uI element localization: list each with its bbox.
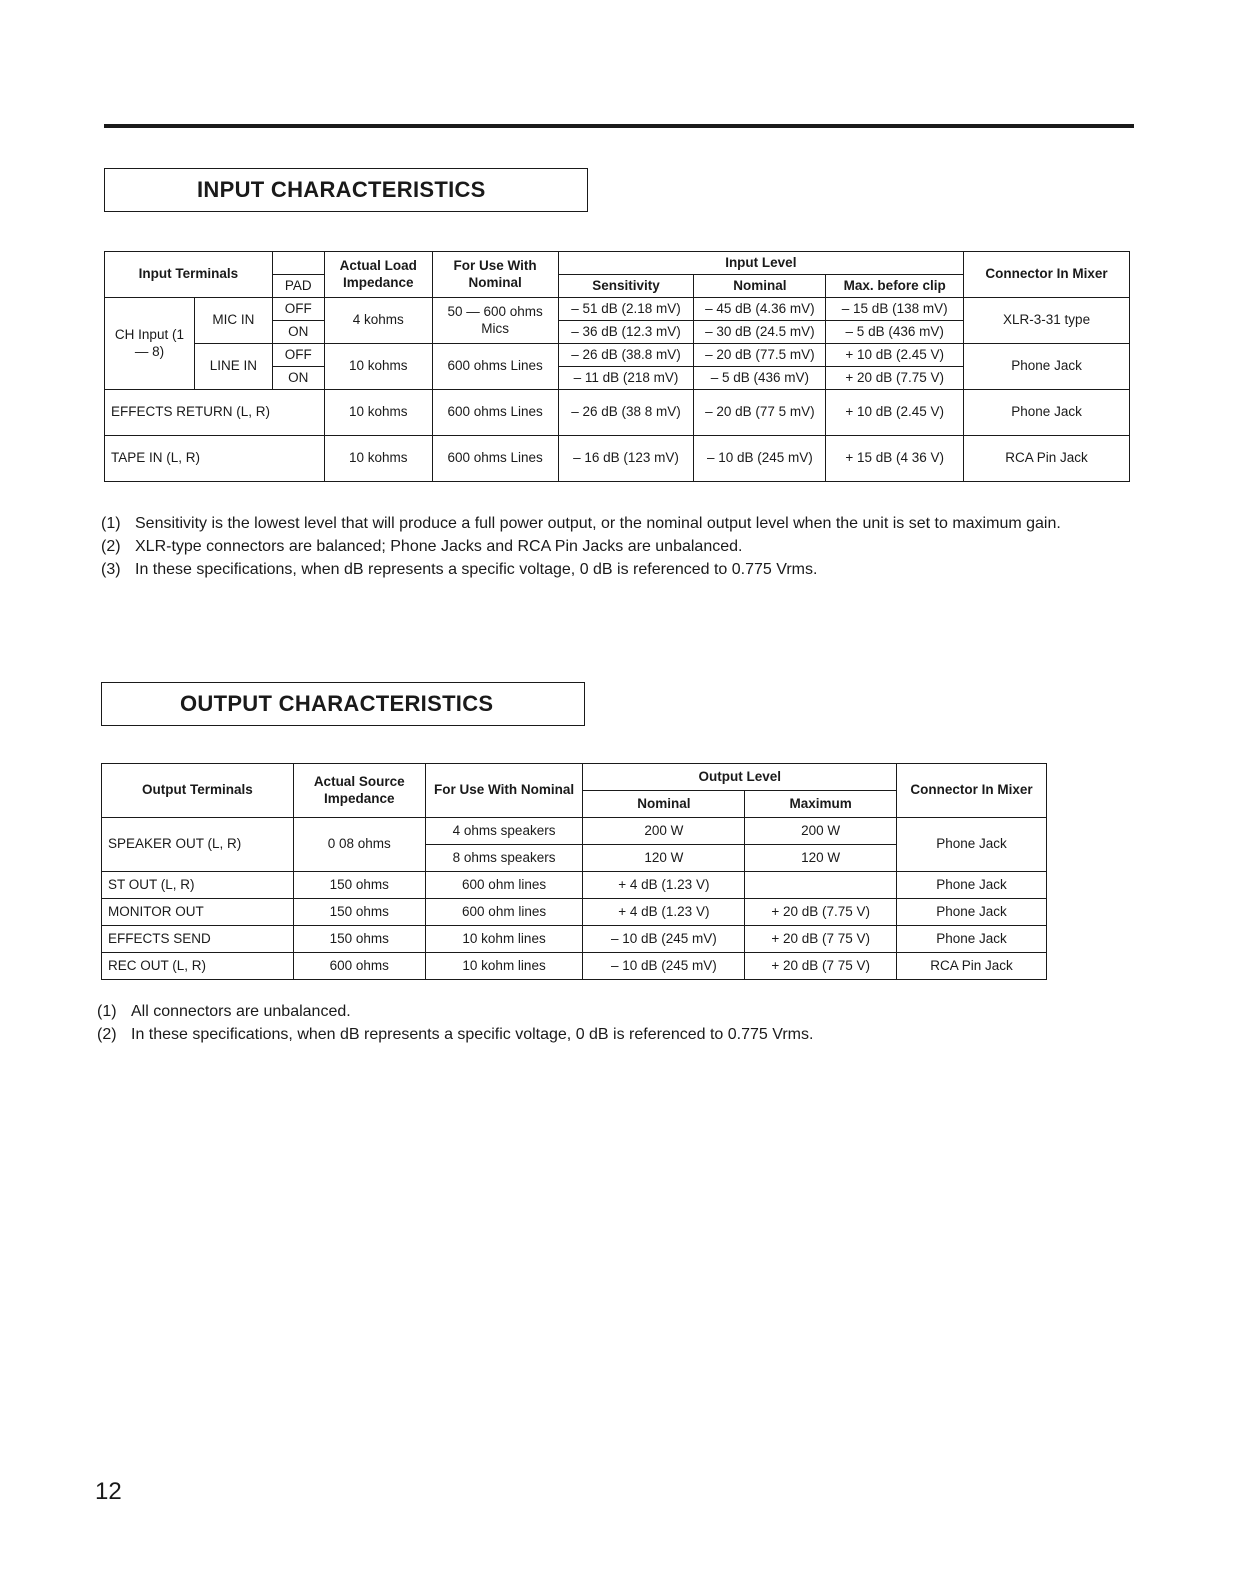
nominal-value: 120 W [583, 845, 745, 872]
nominal-value: – 10 dB (245 mV) [694, 436, 826, 482]
header-connector-in-mixer: Connector In Mixer [964, 252, 1130, 298]
pad-value: ON [272, 367, 324, 390]
max-value: + 20 dB (7 75 V) [745, 926, 897, 953]
for-use-value: 10 kohm lines [425, 926, 583, 953]
for-use-value: 4 ohms speakers [425, 818, 583, 845]
sensitivity-value: – 51 dB (2.18 mV) [558, 298, 694, 321]
note-item [97, 1023, 1132, 1046]
header-for-use-with-nominal: For Use With Nominal [432, 252, 558, 298]
for-use-value: 8 ohms speakers [425, 845, 583, 872]
note-item [101, 558, 1136, 581]
max-value: + 15 dB (4 36 V) [826, 436, 964, 482]
for-use-value: 600 ohms Lines [432, 344, 558, 390]
note-number: (2) [97, 1026, 117, 1043]
header-for-use-with-nominal: For Use With Nominal [425, 764, 583, 818]
nominal-value: – 5 dB (436 mV) [694, 367, 826, 390]
for-use-value: 600 ohm lines [425, 899, 583, 926]
nominal-value: + 4 dB (1.23 V) [583, 872, 745, 899]
note-text: In these specifications, when dB represents a specific voltage, 0 dB is referenced to 0.775 Vrms. [131, 1026, 814, 1043]
input-characteristics-title: INPUT CHARACTERISTICS [197, 177, 486, 202]
header-connector-in-mixer: Connector In Mixer [897, 764, 1047, 818]
header-pad-spacer [272, 252, 324, 275]
header-nominal: Nominal [694, 275, 826, 298]
nominal-value: – 10 dB (245 mV) [583, 926, 745, 953]
for-use-value: 600 ohms Lines [432, 390, 558, 436]
line-in-label: LINE IN [194, 344, 272, 390]
pad-value: OFF [272, 344, 324, 367]
header-maximum: Maximum [745, 791, 897, 818]
header-actual-load-impedance: Actual Load Impedance [324, 252, 432, 298]
sensitivity-value: – 26 dB (38 8 mV) [558, 390, 694, 436]
sensitivity-value: – 36 dB (12.3 mV) [558, 321, 694, 344]
for-use-value: 600 ohm lines [425, 872, 583, 899]
nominal-value: – 45 dB (4.36 mV) [694, 298, 826, 321]
effects-send-label: EFFECTS SEND [102, 926, 294, 953]
output-characteristics-title: OUTPUT CHARACTERISTICS [180, 691, 494, 716]
connector-value: Phone Jack [964, 344, 1130, 390]
table-row [105, 344, 1130, 367]
note-item [97, 1000, 1132, 1023]
header-input-level: Input Level [558, 252, 964, 275]
note-text: XLR-type connectors are balanced; Phone Jacks and RCA Pin Jacks are unbalanced. [135, 538, 743, 555]
st-out-label: ST OUT (L, R) [102, 872, 294, 899]
impedance-value: 10 kohms [324, 390, 432, 436]
output-notes [97, 1000, 1132, 1046]
note-text: In these specifications, when dB represents a specific voltage, 0 dB is referenced to 0.775 Vrms. [135, 561, 818, 578]
note-text: All connectors are unbalanced. [131, 1003, 351, 1020]
impedance-value: 150 ohms [293, 899, 425, 926]
impedance-value: 600 ohms [293, 953, 425, 980]
max-value: + 20 dB (7.75 V) [745, 899, 897, 926]
for-use-value: 50 — 600 ohms Mics [432, 298, 558, 344]
for-use-value: 600 ohms Lines [432, 436, 558, 482]
nominal-value: 200 W [583, 818, 745, 845]
header-pad: PAD [272, 275, 324, 298]
speaker-out-label: SPEAKER OUT (L, R) [102, 818, 294, 872]
max-value: 200 W [745, 818, 897, 845]
table-row [102, 899, 1047, 926]
page-number: 12 [95, 1478, 122, 1505]
connector-value: Phone Jack [897, 926, 1047, 953]
connector-value: Phone Jack [964, 390, 1130, 436]
sensitivity-value: – 11 dB (218 mV) [558, 367, 694, 390]
table-row [105, 436, 1130, 482]
max-value: – 15 dB (138 mV) [826, 298, 964, 321]
impedance-value: 150 ohms [293, 926, 425, 953]
input-characteristics-heading [104, 168, 588, 212]
impedance-value: 150 ohms [293, 872, 425, 899]
table-row [105, 390, 1130, 436]
output-characteristics-heading [101, 682, 585, 726]
effects-return-label: EFFECTS RETURN (L, R) [105, 390, 325, 436]
note-number: (2) [101, 538, 121, 555]
impedance-value: 4 kohms [324, 298, 432, 344]
note-text: Sensitivity is the lowest level that will produce a full power output, or the nominal output level when the unit is set to maximum gain. [135, 515, 1061, 532]
header-output-terminals: Output Terminals [102, 764, 294, 818]
monitor-out-label: MONITOR OUT [102, 899, 294, 926]
nominal-value: – 10 dB (245 mV) [583, 953, 745, 980]
table-row [102, 953, 1047, 980]
input-notes [101, 512, 1136, 581]
nominal-value: – 20 dB (77 5 mV) [694, 390, 826, 436]
pad-value: OFF [272, 298, 324, 321]
table-row [102, 872, 1047, 899]
nominal-value: – 30 dB (24.5 mV) [694, 321, 826, 344]
max-value: + 10 dB (2.45 V) [826, 344, 964, 367]
max-value: + 20 dB (7.75 V) [826, 367, 964, 390]
note-number: (1) [97, 1003, 117, 1020]
max-value: – 5 dB (436 mV) [826, 321, 964, 344]
nominal-value: – 20 dB (77.5 mV) [694, 344, 826, 367]
header-max-before-clip: Max. before clip [826, 275, 964, 298]
input-characteristics-table [104, 251, 1130, 482]
table-row [102, 818, 1047, 845]
table-row [105, 298, 1130, 321]
impedance-value: 10 kohms [324, 344, 432, 390]
connector-value: Phone Jack [897, 899, 1047, 926]
connector-value: RCA Pin Jack [897, 953, 1047, 980]
note-number: (3) [101, 561, 121, 578]
header-input-terminals: Input Terminals [105, 252, 273, 298]
header-nominal: Nominal [583, 791, 745, 818]
note-item [101, 512, 1136, 535]
pad-value: ON [272, 321, 324, 344]
impedance-value: 0 08 ohms [293, 818, 425, 872]
max-value: 120 W [745, 845, 897, 872]
max-value: + 20 dB (7 75 V) [745, 953, 897, 980]
note-item [101, 535, 1136, 558]
for-use-value: 10 kohm lines [425, 953, 583, 980]
sensitivity-value: – 26 dB (38.8 mV) [558, 344, 694, 367]
nominal-value: + 4 dB (1.23 V) [583, 899, 745, 926]
impedance-value: 10 kohms [324, 436, 432, 482]
output-characteristics-table [101, 763, 1047, 980]
sensitivity-value: – 16 dB (123 mV) [558, 436, 694, 482]
header-output-level: Output Level [583, 764, 897, 791]
mic-in-label: MIC IN [194, 298, 272, 344]
ch-input-label: CH Input (1 — 8) [105, 298, 195, 390]
connector-value: XLR-3-31 type [964, 298, 1130, 344]
max-value: + 10 dB (2.45 V) [826, 390, 964, 436]
rec-out-label: REC OUT (L, R) [102, 953, 294, 980]
top-rule [104, 124, 1134, 128]
table-row [102, 926, 1047, 953]
max-value [745, 872, 897, 899]
connector-value: Phone Jack [897, 818, 1047, 872]
tape-in-label: TAPE IN (L, R) [105, 436, 325, 482]
connector-value: Phone Jack [897, 872, 1047, 899]
header-sensitivity: Sensitivity [558, 275, 694, 298]
header-actual-source-impedance: Actual Source Impedance [293, 764, 425, 818]
note-number: (1) [101, 515, 121, 532]
connector-value: RCA Pin Jack [964, 436, 1130, 482]
